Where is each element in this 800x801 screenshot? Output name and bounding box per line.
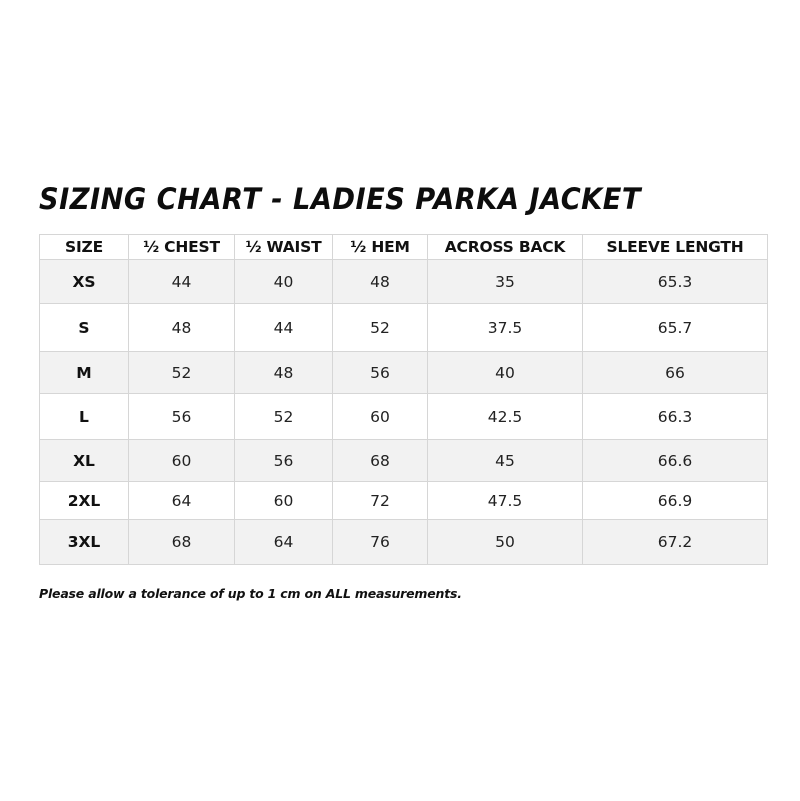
hem-cell: 52 [333, 304, 428, 352]
waist-cell: 64 [235, 520, 333, 565]
table-row [40, 482, 768, 520]
table-row [40, 352, 768, 394]
waist-cell: 40 [235, 260, 333, 304]
size-cell: XL [40, 440, 129, 482]
table-row [40, 520, 768, 565]
header-size: SIZE [40, 235, 129, 260]
hem-cell: 56 [333, 352, 428, 394]
sleeve-length-cell: 66.3 [583, 394, 768, 440]
table-row [40, 394, 768, 440]
hem-cell: 68 [333, 440, 428, 482]
chest-cell: 48 [129, 304, 235, 352]
size-cell: S [40, 304, 129, 352]
sizing-table [39, 234, 768, 565]
size-cell: 3XL [40, 520, 129, 565]
header-half-hem: ½ HEM [333, 235, 428, 260]
table-row [40, 304, 768, 352]
table-row [40, 440, 768, 482]
across-back-cell: 35 [428, 260, 583, 304]
across-back-cell: 47.5 [428, 482, 583, 520]
waist-cell: 56 [235, 440, 333, 482]
chest-cell: 68 [129, 520, 235, 565]
size-cell: 2XL [40, 482, 129, 520]
sleeve-length-cell: 66.6 [583, 440, 768, 482]
across-back-cell: 45 [428, 440, 583, 482]
across-back-cell: 50 [428, 520, 583, 565]
size-cell: L [40, 394, 129, 440]
hem-cell: 60 [333, 394, 428, 440]
hem-cell: 72 [333, 482, 428, 520]
header-half-chest: ½ CHEST [129, 235, 235, 260]
tolerance-note: Please allow a tolerance of up to 1 cm on ALL measurements. [39, 586, 462, 601]
header-half-waist: ½ WAIST [235, 235, 333, 260]
hem-cell: 48 [333, 260, 428, 304]
table-row [40, 260, 768, 304]
chest-cell: 64 [129, 482, 235, 520]
waist-cell: 52 [235, 394, 333, 440]
across-back-cell: 40 [428, 352, 583, 394]
sleeve-length-cell: 65.3 [583, 260, 768, 304]
chest-cell: 56 [129, 394, 235, 440]
chest-cell: 44 [129, 260, 235, 304]
hem-cell: 76 [333, 520, 428, 565]
page-title: SIZING CHART - LADIES PARKA JACKET [39, 182, 641, 216]
across-back-cell: 42.5 [428, 394, 583, 440]
sleeve-length-cell: 66 [583, 352, 768, 394]
waist-cell: 48 [235, 352, 333, 394]
header-across-back: ACROSS BACK [428, 235, 583, 260]
waist-cell: 60 [235, 482, 333, 520]
chest-cell: 52 [129, 352, 235, 394]
size-cell: XS [40, 260, 129, 304]
header-sleeve-length: SLEEVE LENGTH [583, 235, 768, 260]
sleeve-length-cell: 67.2 [583, 520, 768, 565]
sleeve-length-cell: 66.9 [583, 482, 768, 520]
table-header-row [40, 235, 768, 260]
waist-cell: 44 [235, 304, 333, 352]
size-cell: M [40, 352, 129, 394]
chest-cell: 60 [129, 440, 235, 482]
across-back-cell: 37.5 [428, 304, 583, 352]
sleeve-length-cell: 65.7 [583, 304, 768, 352]
